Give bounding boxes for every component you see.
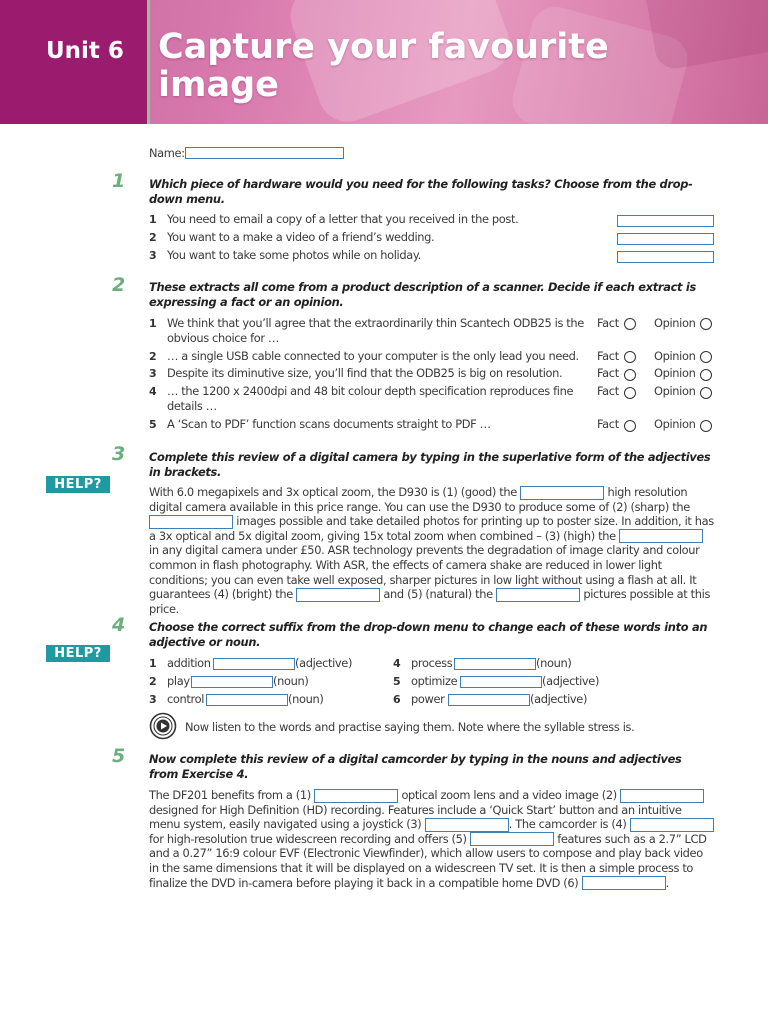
opinion-label: Opinion xyxy=(654,316,696,330)
ex2-item3-opinion-radio[interactable] xyxy=(700,369,712,381)
ex2-item-text: A ‘Scan to PDF’ function scans documents straight to PDF … xyxy=(167,417,491,431)
fact-label: Fact xyxy=(597,417,619,431)
ex3-input-1[interactable] xyxy=(520,486,604,500)
ex2-item-number: 2 xyxy=(149,350,157,363)
ex1-item-text: You want to a make a video of a friend’s wedding. xyxy=(167,230,435,244)
ex2-item-text: Despite its diminutive size, you’ll find that the ODB25 is big on resolution. xyxy=(167,366,563,380)
exercise-2-instruction: These extracts all come from a product description of a scanner. Decide if each extract is expressing a fact or an opinion. xyxy=(149,280,696,309)
ex4-word: addition xyxy=(167,656,211,670)
audio-play-icon[interactable] xyxy=(149,712,177,740)
ex4-dropdown-1[interactable] xyxy=(213,658,295,670)
exercise-5-instruction: Now complete this review of a digital camcorder by typing in the nouns and adjectives from Exercise 4. xyxy=(149,752,682,781)
ex1-dropdown-2[interactable] xyxy=(617,233,714,245)
exercise-4-instruction: Choose the correct suffix from the drop-down menu to change each of these words into an adjective or noun. xyxy=(149,620,708,649)
ex1-dropdown-1[interactable] xyxy=(617,215,714,227)
ex2-item4-opinion-radio[interactable] xyxy=(700,387,712,399)
listen-instruction: Now listen to the words and practise saying them. Note where the syllable stress is. xyxy=(185,720,635,734)
opinion-label: Opinion xyxy=(654,384,696,398)
ex2-item-number: 1 xyxy=(149,317,157,330)
ex3-input-4[interactable] xyxy=(296,588,380,602)
header-divider xyxy=(147,0,150,124)
ex2-item5-opinion-radio[interactable] xyxy=(700,420,712,432)
ex4-type: (adjective) xyxy=(542,674,600,688)
ex2-item-text: … a single USB cable connected to your computer is the only lead you need. xyxy=(167,349,579,363)
ex4-word: process xyxy=(411,656,453,670)
ex5-input-6[interactable] xyxy=(582,876,666,890)
ex4-item-number: 5 xyxy=(393,675,401,688)
exercise-3-number: 3 xyxy=(112,443,126,465)
ex3-input-5[interactable] xyxy=(496,588,580,602)
ex4-dropdown-2[interactable] xyxy=(191,676,273,688)
ex2-item-text-cont: details … xyxy=(167,399,217,413)
ex5-input-1[interactable] xyxy=(314,789,398,803)
name-label: Name: xyxy=(149,146,185,160)
unit-label: Unit 6 xyxy=(46,38,124,64)
ex4-item-number: 4 xyxy=(393,657,401,670)
ex2-item1-fact-radio[interactable] xyxy=(624,318,636,330)
fact-label: Fact xyxy=(597,316,619,330)
ex4-item-number: 3 xyxy=(149,693,157,706)
ex3-input-2[interactable] xyxy=(149,515,233,529)
exercise-2-number: 2 xyxy=(112,274,126,296)
ex2-item3-fact-radio[interactable] xyxy=(624,369,636,381)
ex2-item-text: … the 1200 x 2400dpi and 48 bit colour depth specification reproduces fine xyxy=(167,384,574,398)
ex4-type: (noun) xyxy=(288,692,324,706)
exercise-3-instruction: Complete this review of a digital camera by typing in the superlative form of the adjectives in brackets. xyxy=(149,450,711,479)
ex2-item-text-cont: obvious choice for … xyxy=(167,331,280,345)
help-button[interactable]: HELP? xyxy=(46,476,110,493)
ex2-item-number: 3 xyxy=(149,367,157,380)
ex1-dropdown-3[interactable] xyxy=(617,251,714,263)
ex4-word: play xyxy=(167,674,190,688)
opinion-label: Opinion xyxy=(654,349,696,363)
ex5-input-3[interactable] xyxy=(425,818,509,832)
ex5-input-5[interactable] xyxy=(470,832,554,846)
ex3-input-3[interactable] xyxy=(619,529,703,543)
exercise-1-number: 1 xyxy=(112,170,126,192)
page-header xyxy=(0,0,768,124)
opinion-label: Opinion xyxy=(654,366,696,380)
ex2-item-text: We think that you’ll agree that the extraordinarily thin Scantech ODB25 is the xyxy=(167,316,584,330)
ex4-item-number: 6 xyxy=(393,693,401,706)
ex1-item-number: 3 xyxy=(149,249,157,262)
exercise-1-instruction: Which piece of hardware would you need for the following tasks? Choose from the drop-down menu. xyxy=(149,177,693,206)
ex4-dropdown-6[interactable] xyxy=(448,694,530,706)
ex2-item4-fact-radio[interactable] xyxy=(624,387,636,399)
ex5-input-2[interactable] xyxy=(620,789,704,803)
fact-label: Fact xyxy=(597,366,619,380)
ex1-item-number: 1 xyxy=(149,213,157,226)
exercise-4-number: 4 xyxy=(112,614,126,636)
ex4-type: (adjective) xyxy=(530,692,588,706)
ex2-item2-opinion-radio[interactable] xyxy=(700,351,712,363)
ex1-item-number: 2 xyxy=(149,231,157,244)
ex2-item-number: 4 xyxy=(149,385,157,398)
exercise-5-text: The DF201 benefits from a (1) optical zoom lens and a video image (2) designed for High Definition (HD) recording. Features include a ‘Quick Start’ button and an intuitive menu system, easily navigated using a joystick (3) . The camcorder is (4) for high-resolution true widescreen recording and offers (5) features such as a 2.7” LCD and a 0.27” 16:9 colour EVF (Electronic Viewfinder), which allow users to compose and play back video in the same dimensions that it will be displayed on a widescreen TV set. It is then a simple process to finalize the DVD in-camera before playing it back in a compatible home DVD (6) . xyxy=(149,788,714,890)
ex4-dropdown-3[interactable] xyxy=(206,694,288,706)
ex2-item1-opinion-radio[interactable] xyxy=(700,318,712,330)
exercise-3-text: With 6.0 megapixels and 3x optical zoom, the D930 is (1) (good) the high resolution digital camera available in this price range. You can use the D930 to produce some of (2) (sharp) the images possible and take detailed photos for printing up to poster size. In addition, it has a 3x optical and 5x digital zoom, giving 15x total zoom when combined – (3) (high) the in any digital camera under £50. ASR technology prevents the degradation of image clarity and colour common in flash photography. With ASR, the effects of camera shake are reduced in lower light conditions; you can even take well exposed, sharper pictures in low light without using a flash at all. It guarantees (4) (bright) the and (5) (natural) the pictures possible at this price. xyxy=(149,485,714,616)
name-input[interactable] xyxy=(185,147,344,159)
ex2-item2-fact-radio[interactable] xyxy=(624,351,636,363)
ex1-item-text: You want to take some photos while on holiday. xyxy=(167,248,421,262)
ex4-word: power xyxy=(411,692,445,706)
ex4-word: control xyxy=(167,692,205,706)
ex4-dropdown-4[interactable] xyxy=(454,658,536,670)
page-title: Capture your favourite image xyxy=(158,27,609,105)
help-button[interactable]: HELP? xyxy=(46,645,110,662)
ex4-dropdown-5[interactable] xyxy=(460,676,542,688)
fact-label: Fact xyxy=(597,349,619,363)
opinion-label: Opinion xyxy=(654,417,696,431)
ex4-type: (noun) xyxy=(273,674,309,688)
ex5-input-4[interactable] xyxy=(630,818,714,832)
ex4-word: optimize xyxy=(411,674,458,688)
ex4-item-number: 1 xyxy=(149,657,157,670)
ex4-type: (adjective) xyxy=(295,656,353,670)
ex1-item-text: You need to email a copy of a letter that you received in the post. xyxy=(167,212,519,226)
ex4-type: (noun) xyxy=(536,656,572,670)
ex4-item-number: 2 xyxy=(149,675,157,688)
exercise-5-number: 5 xyxy=(112,745,126,767)
ex2-item-number: 5 xyxy=(149,418,157,431)
fact-label: Fact xyxy=(597,384,619,398)
ex2-item5-fact-radio[interactable] xyxy=(624,420,636,432)
